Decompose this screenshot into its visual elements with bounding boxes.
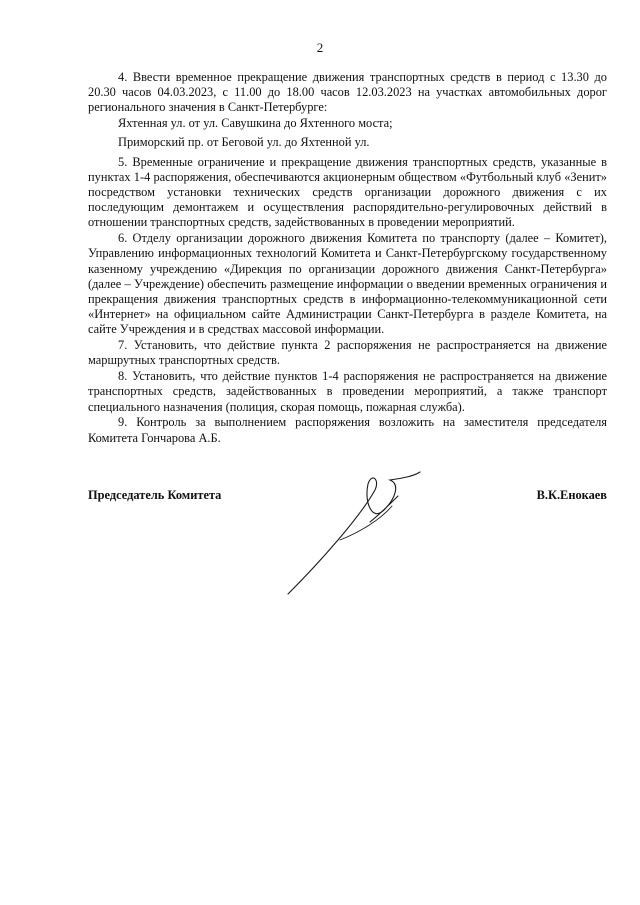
signatory-title: Председатель Комитета (88, 488, 222, 502)
page-number: 2 (316, 40, 324, 55)
paragraph-7: 7. Установить, что действие пункта 2 распоряжения не распространяется на движение маршрутных транспортных средств. (88, 338, 607, 368)
document-body (88, 70, 607, 446)
road-section-2: Приморский пр. от Беговой ул. до Яхтенной ул. (118, 135, 370, 150)
paragraph-4: 4. Ввести временное прекращение движения транспортных средств в период с 13.30 до 20.30 часов 04.03.2023, с 11.00 до 18.00 часов 12.03.2023 на участках автомобильных дорог регионального значения в Санкт-Петербурге: (88, 70, 607, 115)
paragraph-5: 5. Временные ограничение и прекращение движения транспортных средств, указанные в пунктах 1-4 распоряжения, обеспечиваются акционерным обществом «Футбольный клуб «Зенит» посредством установки технических средств организации дорожного движения с их последующим демонтажем и осуществления распорядительно-регулировочных действий в отношении транспортных средств, задействованных в проведении мероприятий. (88, 154, 607, 230)
paragraph-9: 9. Контроль за выполнением распоряжения возложить на заместителя председателя Комитета Гончарова А.Б. (88, 415, 607, 445)
road-section-1: Яхтенная ул. от ул. Савушкина до Яхтенного моста; (118, 116, 393, 131)
signatory-name: В.К.Енокаев (536, 488, 607, 502)
paragraph-8: 8. Установить, что действие пунктов 1-4 распоряжения не распространяется на движение транспортных средств, задействованных в проведении мероприятий, а также транспорт специального назначения (полиция, скорая помощь, пожарная служба). (88, 369, 607, 414)
paragraph-6: 6. Отделу организации дорожного движения Комитета по транспорту (далее – Комитет), Управлению информационных технологий Комитета и Санкт-Петербургскому государственному казенному учреждению «Дирекция по организации дорожного движения Санкт-Петербурга» (далее – Учреждение) обеспечить размещение информации о введении временных ограничения и прекращения движения транспортных средств в информационно-телекоммуникационной сети «Интернет» на официальном сайте Администрации Санкт-Петербурга в разделе Комитета, на сайте Учреждения и в средствах массовой информации. (88, 231, 607, 337)
handwritten-signature (280, 462, 440, 602)
